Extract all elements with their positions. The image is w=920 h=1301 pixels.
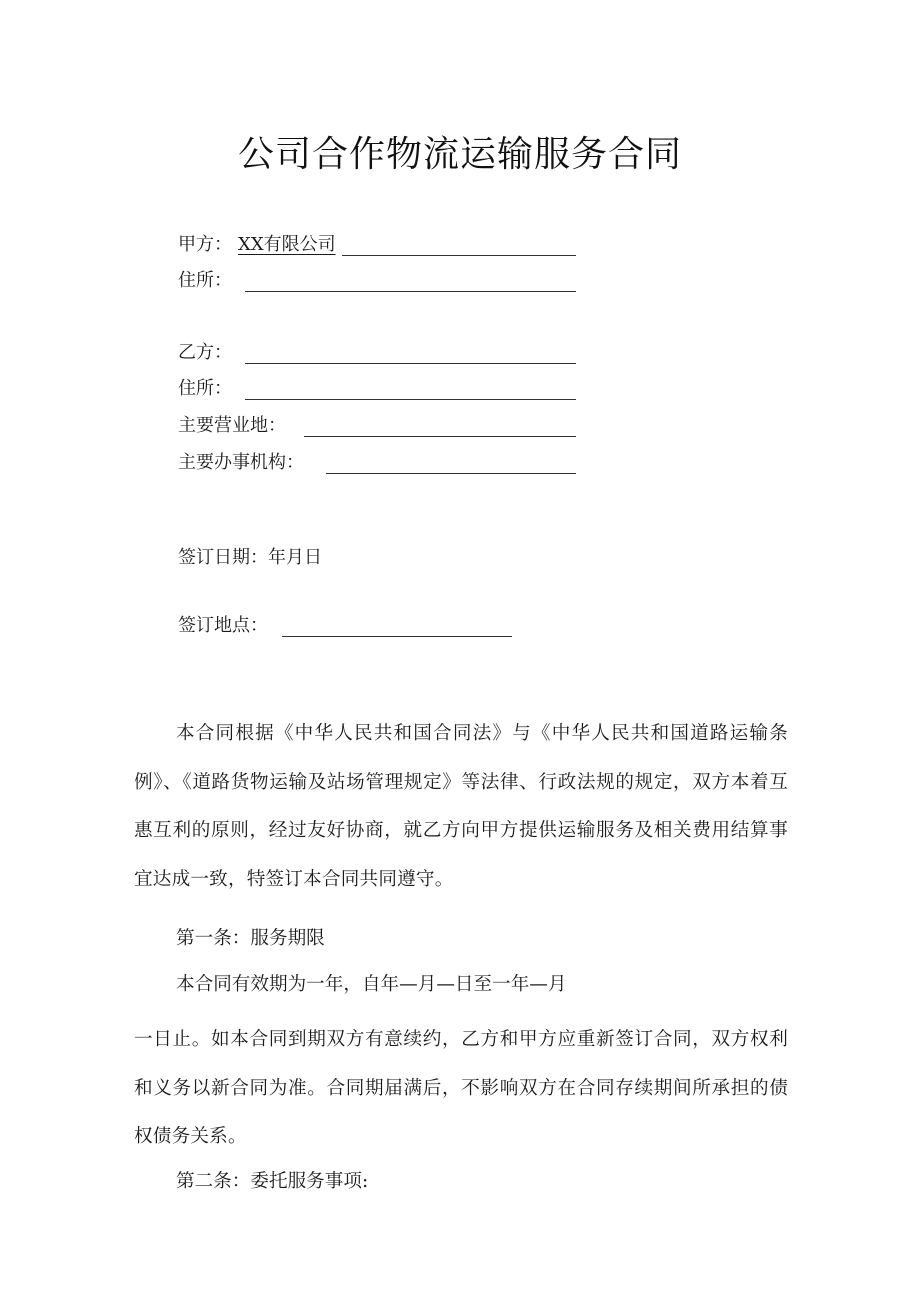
party-a-address-blank-line [245, 291, 576, 292]
party-a-address-label: 住所： [178, 270, 232, 291]
party-b-business-place-blank-line [304, 436, 576, 437]
party-b-field [178, 341, 232, 365]
sign-date-text: 签订日期：年月日 [178, 547, 322, 568]
party-b-business-place-label: 主要营业地： [178, 415, 286, 436]
sign-place-label: 签订地点： [178, 615, 268, 636]
party-b-office-field [178, 451, 304, 475]
document-title: 公司合作物流运输服务合同 [237, 134, 682, 175]
party-b-office-blank-line [326, 473, 576, 474]
party-a-blank-line [342, 255, 576, 256]
article-1-first-line: 本合同有效期为一年，自年—月—日至一年—月 [176, 974, 567, 995]
article-1-body: 一日止。如本合同到期双方有意续约，乙方和甲方应重新签订合同，双方权利和义务以新合同为准。合同期届满后，不影响双方在合同存续期间所承担的债权债务关系。 [134, 1029, 788, 1147]
article-2-heading: 第二条：委托服务事项: [176, 1171, 369, 1192]
party-b-address-blank-line [245, 399, 576, 400]
sign-date-field [178, 546, 322, 570]
party-a-label: 甲方： [178, 234, 232, 255]
party-b-blank-line [245, 363, 576, 364]
sign-place-field [178, 614, 268, 638]
party-b-business-place-field [178, 414, 286, 438]
party-b-label: 乙方： [178, 342, 232, 363]
party-a-field [178, 233, 336, 257]
party-a-address-field [178, 269, 232, 293]
article-1-heading: 第一条：服务期限 [176, 928, 325, 949]
sign-place-blank-line [282, 636, 512, 637]
party-b-address-field [178, 377, 232, 401]
party-b-office-label: 主要办事机构： [178, 452, 304, 473]
preamble-paragraph: 本合同根据《中华人民共和国合同法》与《中华人民共和国道路运输条例》、《道路货物运输及站场管理规定》等法律、行政法规的规定，双方本着互惠互利的原则，经过友好协商，就乙方向甲方提供运输服务及相关费用结算事宜达成一致，特签订本合同共同遵守。 [134, 723, 788, 890]
party-a-value: XX有限公司 [238, 234, 336, 255]
party-b-address-label: 住所： [178, 378, 232, 399]
